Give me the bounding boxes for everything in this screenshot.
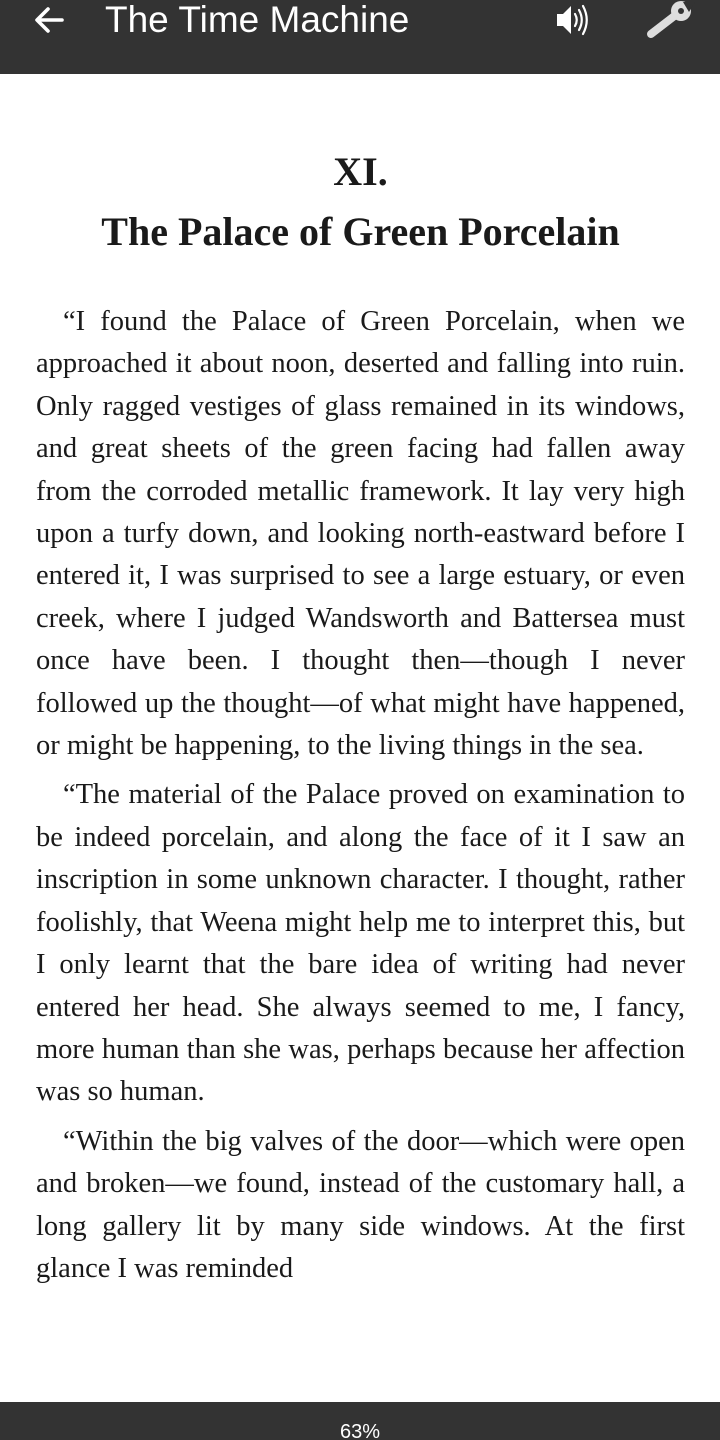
wrench-icon xyxy=(643,0,697,40)
paragraph: “The material of the Palace proved on examination to be indeed porcelain, and along the face of it I saw an inscription in some unknown character. I thought, rather foolishly, that Weena might help me to interpret this, but I only learnt that the bare idea of writing had never entered her head. She always seemed to me, I fancy, more human than she was, perhaps because her affection was so human. xyxy=(36,779,685,1108)
app-bar xyxy=(0,0,720,74)
paragraph: “I found the Palace of Green Porcelain, when we approached it about noon, deserted and falling into ruin. Only ragged vestiges of glass remained in its windows, and great sheets of the green facing had fallen away from the corroded metallic framework. It lay very high upon a turfy down, and looking north-eastward before I entered it, I was surprised to see a large estuary, or even creek, where I judged Wandsworth and Battersea must once have been. I thought then—though I never followed up the thought—of what might have happened, or might be happening, to the living things in the sea. xyxy=(36,306,685,762)
text-to-speech-button[interactable] xyxy=(548,0,596,40)
reading-pane[interactable] xyxy=(36,74,685,1402)
progress-bar xyxy=(0,1402,720,1440)
chapter-number: XI. xyxy=(333,149,388,194)
progress-label: 63% xyxy=(339,1421,381,1440)
speaker-icon xyxy=(551,1,593,39)
settings-button[interactable] xyxy=(640,0,700,40)
back-button[interactable] xyxy=(22,0,76,40)
chapter-title: The Palace of Green Porcelain xyxy=(101,209,620,254)
book-title: The Time Machine xyxy=(105,0,410,40)
arrow-left-icon xyxy=(32,5,66,35)
paragraph: “Within the big valves of the door—which were open and broken—we found, instead of the customary hall, a long gallery lit by many side windows. At the first glance I was reminded xyxy=(36,1125,685,1284)
